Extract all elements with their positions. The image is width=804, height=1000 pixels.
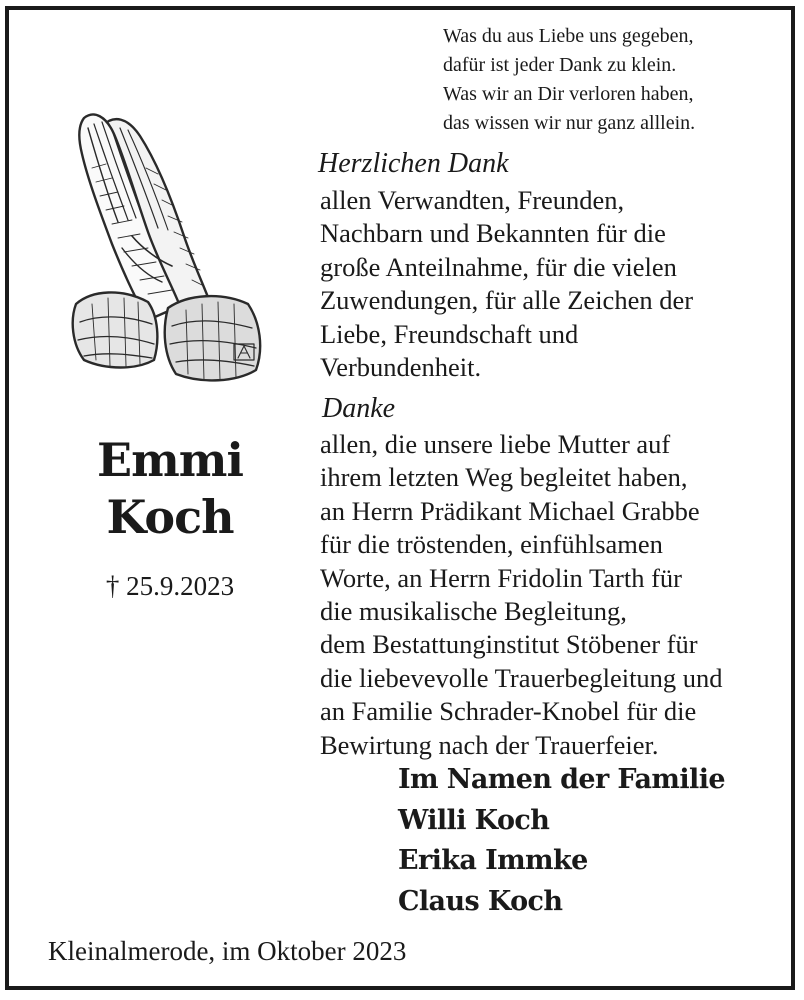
thanks-line: allen Verwandten, Freunden, bbox=[320, 185, 625, 215]
danke-line: an Familie Schrader-Knobel für die bbox=[320, 696, 697, 727]
danke-line: Bewirtung nach der Trauerfeier. bbox=[320, 729, 659, 760]
praying-hands-icon bbox=[62, 108, 268, 396]
last-name: Koch bbox=[106, 490, 234, 544]
danke-heading: Danke bbox=[322, 393, 396, 424]
poem-line: dafür ist jeder Dank zu klein. bbox=[443, 54, 677, 76]
first-name: Emmi bbox=[97, 433, 243, 487]
danke-line: ihrem letzten Weg begleitet haben, bbox=[320, 462, 688, 493]
danke-line: die musikalische Begleitung, bbox=[320, 596, 627, 627]
signature-line: Claus Koch bbox=[398, 885, 563, 917]
thanks-line: Nachbarn und Bekannten für die bbox=[320, 218, 666, 249]
poem-line: Was wir an Dir verloren haben, bbox=[443, 83, 694, 105]
signature-line: Willi Koch bbox=[398, 804, 550, 836]
danke-text bbox=[320, 428, 723, 762]
danke-line: dem Bestattunginstitut Stöbener für bbox=[320, 629, 698, 660]
place-and-date: Kleinalmerode, im Oktober 2023 bbox=[48, 936, 407, 966]
death-date: † 25.9.2023 bbox=[105, 571, 235, 601]
thanks-line: Liebe, Freundschaft und bbox=[320, 318, 579, 349]
signature-line: Im Namen der Familie bbox=[398, 764, 725, 795]
deceased-name bbox=[60, 432, 280, 546]
family-signature bbox=[398, 760, 725, 922]
signature-line: Erika Immke bbox=[398, 845, 588, 876]
danke-line: allen, die unsere liebe Mutter auf bbox=[320, 429, 671, 459]
danke-line: an Herrn Prädikant Michael Grabbe bbox=[320, 495, 700, 526]
poem-line: Was du aus Liebe uns gegeben, bbox=[443, 25, 694, 47]
thanks-text bbox=[320, 184, 693, 384]
thanks-line: große Anteilnahme, für die vielen bbox=[320, 251, 677, 282]
poem bbox=[443, 22, 793, 138]
danke-line: Worte, an Herrn Fridolin Tarth für bbox=[320, 562, 683, 593]
danke-line: die liebevevolle Trauerbegleitung und bbox=[320, 662, 723, 693]
poem-line: das wissen wir nur ganz alllein. bbox=[443, 112, 696, 134]
thanks-line: Verbundenheit. bbox=[320, 352, 482, 383]
thanks-line: Zuwendungen, für alle Zeichen der bbox=[320, 285, 694, 316]
danke-line: für die tröstenden, einfühlsamen bbox=[320, 529, 663, 560]
thanks-heading: Herzlichen Dank bbox=[318, 148, 509, 179]
